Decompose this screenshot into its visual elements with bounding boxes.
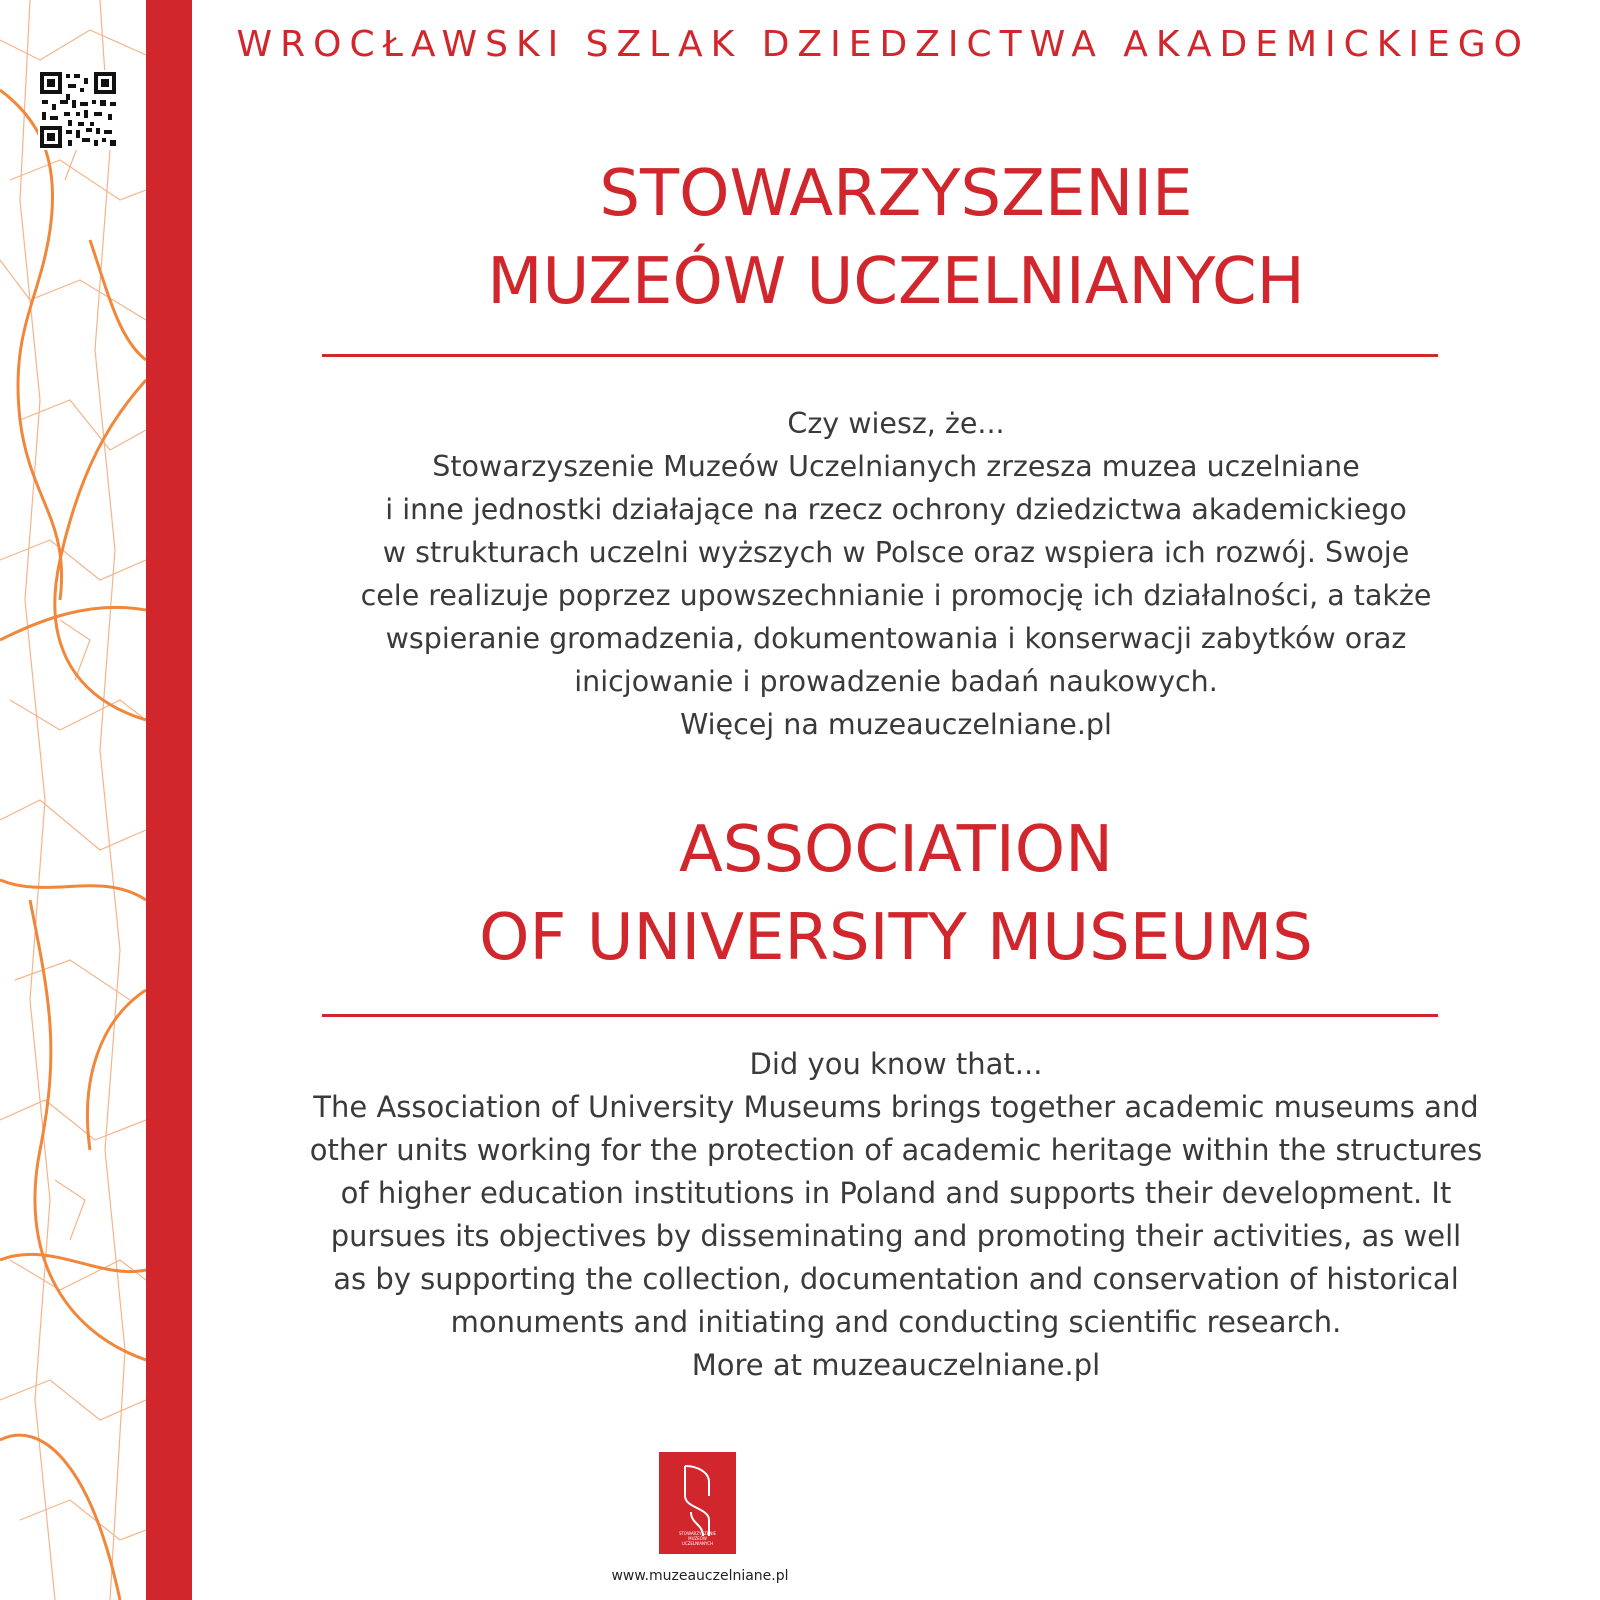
heading-english — [192, 806, 1600, 982]
red-vertical-bar — [146, 0, 192, 1600]
divider — [322, 354, 1438, 357]
heading-polish-line: STOWARZYSZENIE — [599, 157, 1193, 231]
heading-english-line: ASSOCIATION — [679, 813, 1113, 887]
trail-title: WROCŁAWSKI SZLAK DZIEDZICTWA AKADEMICKIEGO — [236, 24, 1530, 65]
description-line: w strukturach uczelni wyższych w Polsce oraz wspiera ich rozwój. Swoje — [382, 536, 1410, 569]
more-link-english[interactable]: More at muzeauczelniane.pl — [691, 1348, 1101, 1382]
divider — [322, 1014, 1438, 1017]
logo-text — [659, 1531, 736, 1546]
more-link-polish[interactable]: Więcej na muzeauczelniane.pl — [680, 708, 1112, 741]
city-map-pattern — [0, 0, 146, 1600]
logo-text-line: STOWARZYSZENIE — [678, 1531, 717, 1536]
logo-text-line: MUZEÓW — [688, 1536, 707, 1541]
description-line: i inne jednostki działające na rzecz ochrony dziedzictwa akademickiego — [385, 493, 1407, 526]
logo-text-line: UCZELNIANYCH — [681, 1541, 714, 1546]
description-line: Czy wiesz, że... — [787, 407, 1005, 440]
description-line: Did you know that... — [749, 1047, 1043, 1081]
description-line: cele realizuje poprzez upowszechnianie i promocję ich działalności, a także — [360, 579, 1432, 612]
heading-polish-line: MUZEÓW UCZELNIANYCH — [487, 245, 1305, 319]
website-url[interactable]: www.muzeauczelniane.pl — [611, 1568, 789, 1584]
description-line: as by supporting the collection, documentation and conservation of historical — [333, 1262, 1459, 1296]
description-line: monuments and initiating and conducting scientific research. — [450, 1305, 1342, 1339]
qr-code-icon[interactable] — [38, 70, 118, 150]
content-panel — [192, 0, 1600, 1600]
heading-polish — [192, 150, 1600, 326]
heading-english-line: OF UNIVERSITY MUSEUMS — [479, 901, 1313, 975]
description-line: inicjowanie i prowadzenie badań naukowych. — [574, 665, 1218, 698]
description-english — [192, 1043, 1600, 1387]
description-line: wspieranie gromadzenia, dokumentowania i konserwacji zabytków oraz — [385, 622, 1407, 655]
association-logo — [659, 1452, 736, 1554]
description-line: of higher education institutions in Poland and supports their development. It — [340, 1176, 1452, 1210]
city-map-strip — [0, 0, 146, 1600]
description-polish — [192, 402, 1600, 746]
description-line: pursues its objectives by disseminating and promoting their activities, as well — [330, 1219, 1462, 1253]
description-line: other units working for the protection of academic heritage within the structures — [309, 1133, 1483, 1167]
description-line: Stowarzyszenie Muzeów Uczelnianych zrzesza muzea uczelniane — [432, 450, 1360, 483]
description-line: The Association of University Museums brings together academic museums and — [313, 1090, 1479, 1124]
